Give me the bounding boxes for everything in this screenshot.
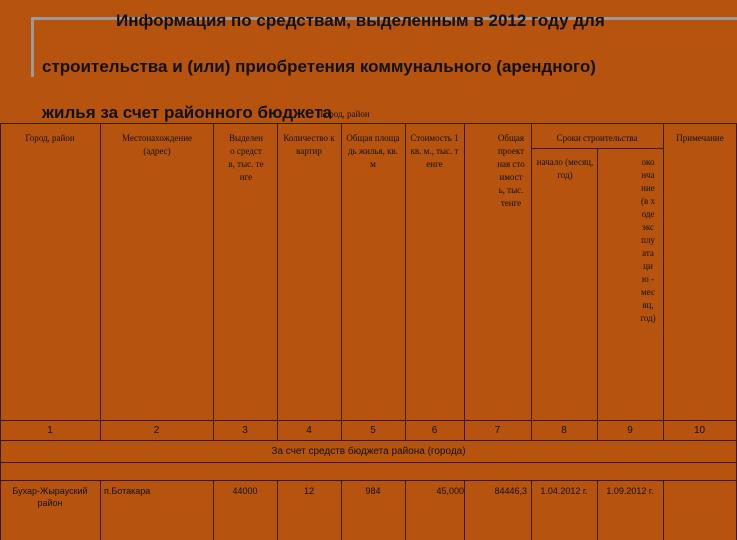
row-allocated: 44000 [232,486,258,496]
title-line-3: жилья за счет районного бюджета [42,103,332,122]
header-period: Сроки строительства [556,133,638,143]
column-number: 9 [627,425,633,436]
column-number: 1 [47,425,53,436]
column-number: 5 [370,425,376,436]
row-city: Бухар-Жырауский район [12,486,88,508]
column-number: 8 [561,425,567,436]
column-number: 3 [242,425,248,436]
header-city: Город, район [25,133,75,143]
row-cost-per-m2: 45,000 [436,486,464,496]
row-project-cost: 84446,3 [494,486,527,496]
header-apartments: Количество квартир [283,133,335,156]
row-location: п.Ботакара [104,486,151,496]
header-project-cost: Общая проектная стоимость, тыс. тенге [497,133,525,208]
row-start: 1.04.2012 г. [540,486,588,496]
row-area: 984 [365,486,381,496]
column-number: 7 [494,425,501,436]
header-start: начало (месяц, год) [536,157,594,180]
title-frame-left [31,17,34,77]
row-apartments: 12 [303,486,314,496]
title-line-2: строительства и (или) приобретения коммунального (арендного) [42,57,596,76]
row-end: 1.09.2012 г. [606,486,654,496]
header-end: окончание (в ходе эксплуатацию - месяц, год) [640,157,656,323]
header-note: Примечание [676,133,724,143]
header-allocated: Выделено средств, тыс. тенге [228,133,264,182]
column-number: 10 [693,425,706,436]
group-label: Город, район [320,109,370,119]
column-number: 2 [153,425,160,436]
section-title: За счет средств бюджета района (города) [271,446,466,457]
column-number: 6 [431,425,438,436]
page-title [42,0,732,147]
title-line-1: Информация по средствам, выделенным в 2012 году для [116,11,605,30]
header-cost-per-m2: Стоимость 1 кв. м., тыс. тенге [410,133,459,169]
header-area: Общая площадь жилья, кв.м [346,133,400,169]
header-location: Местонахождение (адрес) [121,133,193,156]
column-number: 4 [306,425,312,436]
